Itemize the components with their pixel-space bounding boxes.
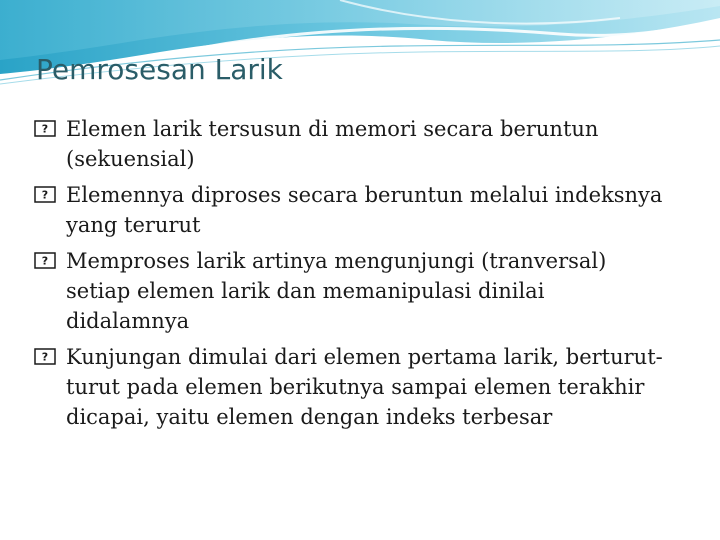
bullet-text: Elemen larik tersusun di memori secara beruntun (sekuensial) xyxy=(66,117,599,171)
bullet-item xyxy=(34,114,674,174)
bullet-list xyxy=(34,114,674,438)
svg-text:?: ? xyxy=(41,350,49,364)
svg-text:?: ? xyxy=(41,188,49,202)
bullet-text: Memproses larik artinya mengunjungi (tranversal) setiap elemen larik dan memanipulasi dinilai didalamnya xyxy=(66,249,607,333)
missing-glyph-box-icon xyxy=(34,252,56,269)
svg-text:?: ? xyxy=(41,254,49,268)
bullet-text: Elemennya diproses secara beruntun melalui indeksnya yang terurut xyxy=(66,183,663,237)
bullet-item xyxy=(34,342,674,432)
missing-glyph-box-icon xyxy=(34,120,56,137)
bullet-item xyxy=(34,180,674,240)
missing-glyph-box-icon xyxy=(34,186,56,203)
svg-text:?: ? xyxy=(41,122,49,136)
missing-glyph-box-icon xyxy=(34,348,56,365)
bullet-text: Kunjungan dimulai dari elemen pertama larik, berturut-turut pada elemen berikutnya sampai elemen terakhir dicapai, yaitu elemen dengan indeks terbesar xyxy=(66,345,663,429)
slide-title: Pemrosesan Larik xyxy=(36,53,283,86)
bullet-item xyxy=(34,246,674,336)
